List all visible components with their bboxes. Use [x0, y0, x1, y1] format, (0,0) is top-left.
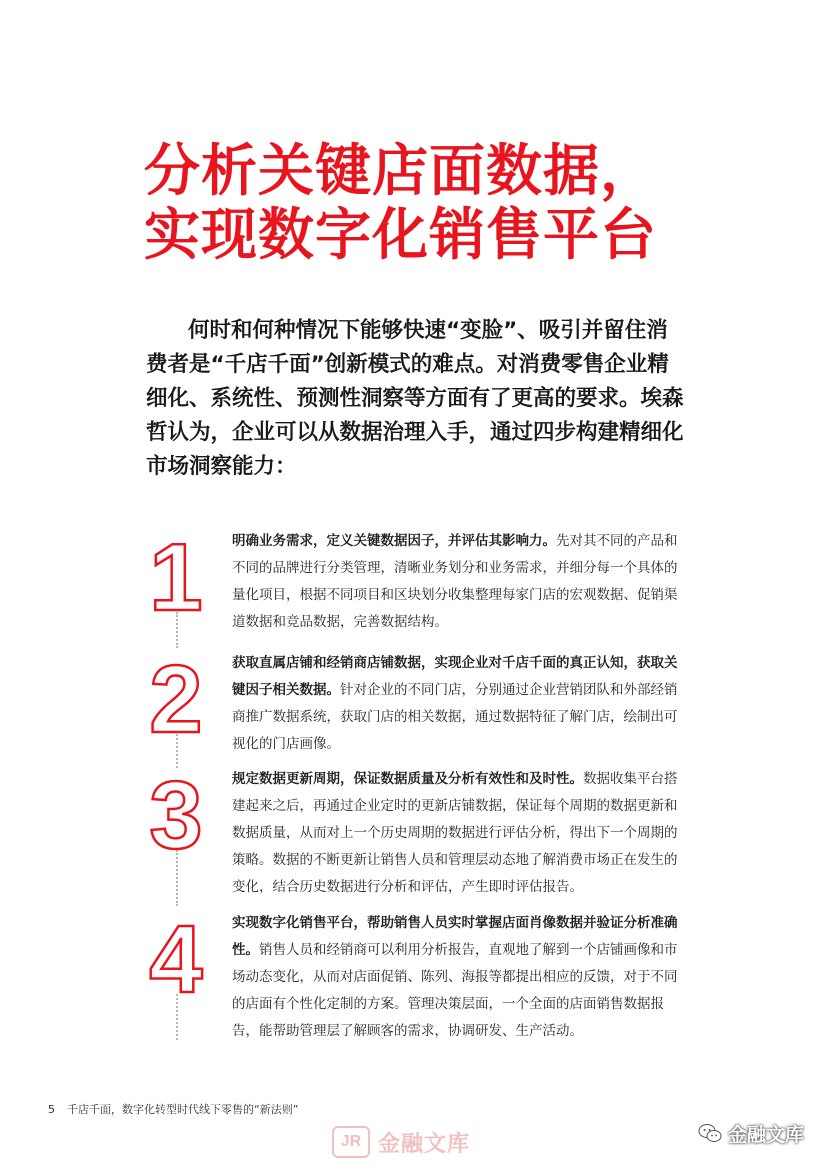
wechat-icon [698, 1123, 722, 1145]
watermark-right [698, 1120, 804, 1147]
intro-text: 何时和何种情况下能够快速“变脸”、吸引并留住消费者是“千店千面”创新模式的难点。对消费零售企业精细化、系统性、预测性洞察等方面有了更高的要求。埃森哲认为，企业可以从数据治理入手，通过四步构建精细化市场洞察能力： [146, 318, 684, 479]
watermark-right-text: 金融文库 [727, 1124, 804, 1146]
watermark-center-text: 金融文库 [378, 1131, 471, 1157]
step-body-4: 销售人员和经销商可以利用分析报告，直观地了解到一个店铺画像和市场动态变化，从而对店面促销、陈列、海报等都提出相应的反馈，对于不同的店面有个性化定制的方案。管理决策层面，一个全面的店面销售数据报告，能帮助管理层了解顾客的需求，协调研发、生产活动。 [232, 942, 678, 1039]
step-number-4 [140, 910, 212, 1006]
step-text-4 [232, 910, 682, 1045]
step-text-3 [232, 766, 682, 901]
watermark-center [332, 1126, 470, 1158]
step-heading-4: 实现数字化销售平台，帮助销售人员实时掌握店面肖像数据并验证分析准确性。 [232, 915, 678, 958]
step-4 [140, 910, 700, 1039]
title-line-1: 分析关键店面数据， [144, 139, 657, 204]
step-heading-2: 获取直属店铺和经销商店铺数据，实现企业对千店千面的真正认知，获取关键因子相关数据。 [232, 655, 678, 698]
step-number-3-text: 3 [149, 766, 203, 862]
step-number-2 [140, 650, 212, 746]
step-text-1 [232, 528, 682, 636]
step-text-2 [232, 650, 682, 758]
step-2 [140, 650, 700, 770]
step-body-1: 先对其不同的产品和不同的品牌进行分类管理，清晰业务划分和业务需求，并细分每一个具体的量化项目，根据不同项目和区块划分收集整理每家门店的宏观数据、促销渠道数据和竞品数据，完善数据结构。 [232, 533, 678, 630]
step-body-2: 针对企业的不同门店，分别通过企业营销团队和外部经销商推广数据系统，获取门店的相关数据，通过数据特征了解门店，绘制出可视化的门店画像。 [232, 682, 678, 752]
step-heading-3: 规定数据更新周期，保证数据质量及分析有效性和及时性。 [232, 771, 583, 787]
step-number-1 [140, 528, 212, 624]
step-number-4-text: 4 [149, 910, 203, 1006]
watermark-logo: JR [332, 1126, 370, 1158]
page-number: 5 [48, 1103, 55, 1116]
intro-paragraph [146, 314, 686, 484]
title-line-2: 实现数字化销售平台 [144, 203, 657, 268]
step-body-3: 数据收集平台搭建起来之后，再通过企业定时的更新店铺数据，保证每个周期的数据更新和数据质量，从而对上一个历史周期的数据进行评估分析，得出下一个周期的策略。数据的不断更新让销售人员和管理层动态地了解消费市场正在发生的变化，结合历史数据进行分析和评估，产生即时评估报告。 [232, 771, 678, 895]
step-1 [140, 528, 700, 648]
step-3 [140, 766, 700, 895]
footer-text: 千店千面，数字化转型时代线下零售的“新法则” [67, 1103, 299, 1116]
page-footer [48, 1101, 310, 1117]
step-number-2-text: 2 [149, 650, 203, 746]
step-number-3 [140, 766, 212, 862]
step-number-1-text: 1 [149, 528, 203, 624]
page-title [144, 140, 784, 268]
step-heading-1: 明确业务需求，定义关键数据因子，并评估其影响力。 [232, 533, 556, 549]
